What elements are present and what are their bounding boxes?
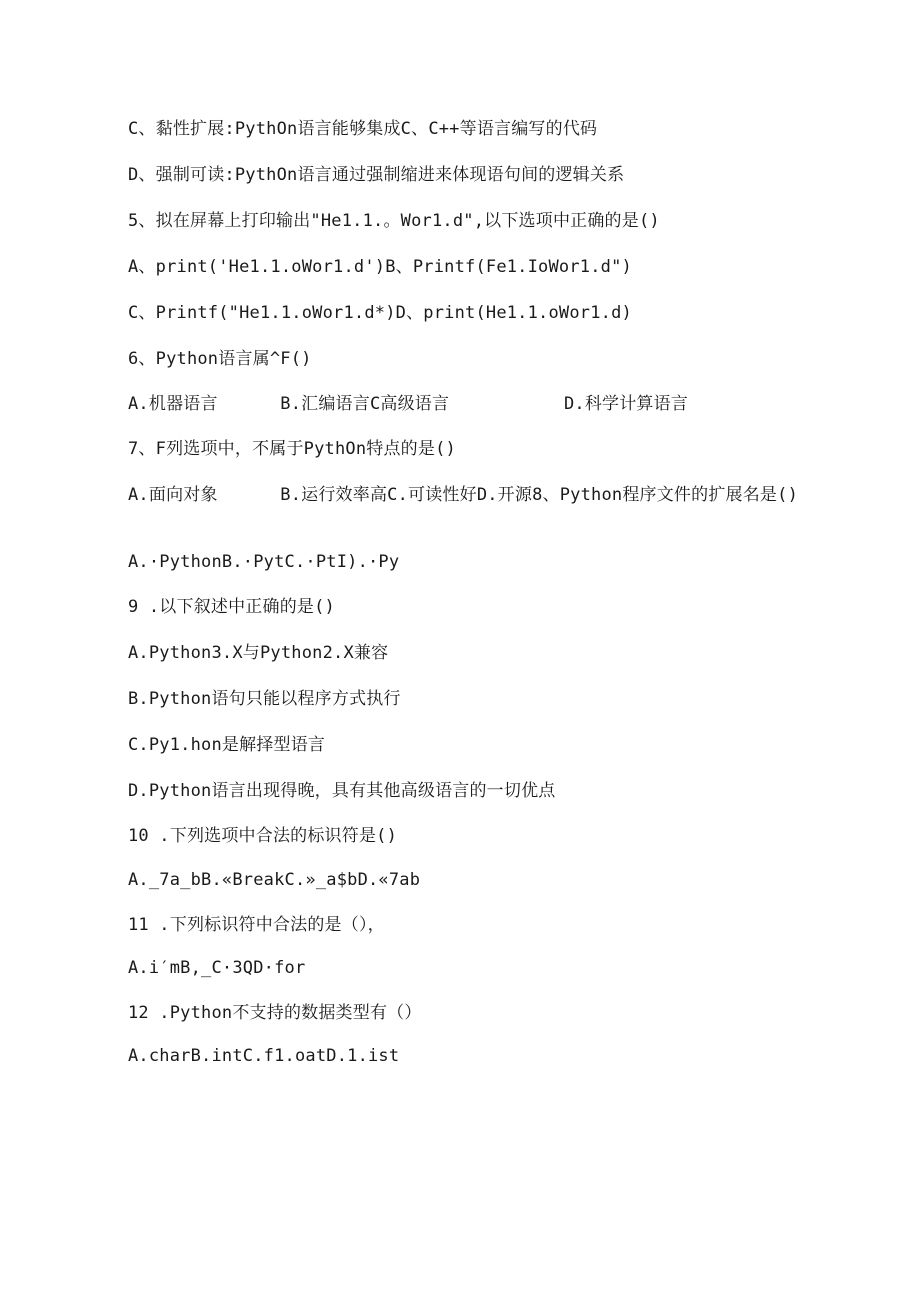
question-5-options-cd: C、Printf("He1.1.oWor1.d*)D、print(He1.1.oWor1.d) [128, 303, 632, 323]
question-9-option-a: A.Python3.X与Python2.X兼容 [128, 643, 389, 663]
question-9-option-d: D.Python语言出现得晚，具有其他高级语言的一切优点 [128, 781, 556, 801]
question-5-options-ab: A、print('He1.1.oWor1.d')B、Printf(Fe1.IoWor1.d") [128, 257, 632, 277]
question-5: 5、拟在屏幕上打印输出"He1.1.。Wor1.d",以下选项中正确的是() [128, 211, 660, 231]
question-12-options: A.charB.intC.f1.oatD.1.ist [128, 1046, 400, 1066]
question-7: 7、F列选项中，不属于PythOn特点的是() [128, 439, 456, 459]
question-12: 12 .Python不支持的数据类型有（） [128, 1003, 422, 1023]
question-6: 6、Python语言属^F() [128, 349, 312, 369]
option-c-extension: C、黏性扩展:PythOn语言能够集成C、C++等语言编写的代码 [128, 119, 598, 139]
question-9-option-c: C.Py1.hon是解择型语言 [128, 735, 326, 755]
question-10-options: A._7a_bB.«BreakC.»_a$bD.«7ab [128, 870, 421, 890]
question-9: 9 .以下叙述中正确的是() [128, 597, 335, 617]
question-11-options: A.i′mB,_C·3QD·for [128, 958, 306, 978]
question-10: 10 .下列选项中合法的标识符是() [128, 826, 398, 846]
question-11: 11 .下列标识符中合法的是（）， [128, 915, 385, 935]
option-d-readable: D、强制可读:PythOn语言通过强制缩进来体现语句间的逻辑关系 [128, 165, 625, 185]
question-9-option-b: B.Python语句只能以程序方式执行 [128, 689, 401, 709]
question-8-options: A.·PythonB.·PytC.·PtI).·Py [128, 552, 400, 572]
question-7-options-and-question-8: A.面向对象 B.运行效率高C.可读性好D.开源8、Python程序文件的扩展名是() [128, 485, 799, 505]
question-6-options: A.机器语言 B.汇编语言C高级语言 D.科学计算语言 [128, 394, 689, 414]
